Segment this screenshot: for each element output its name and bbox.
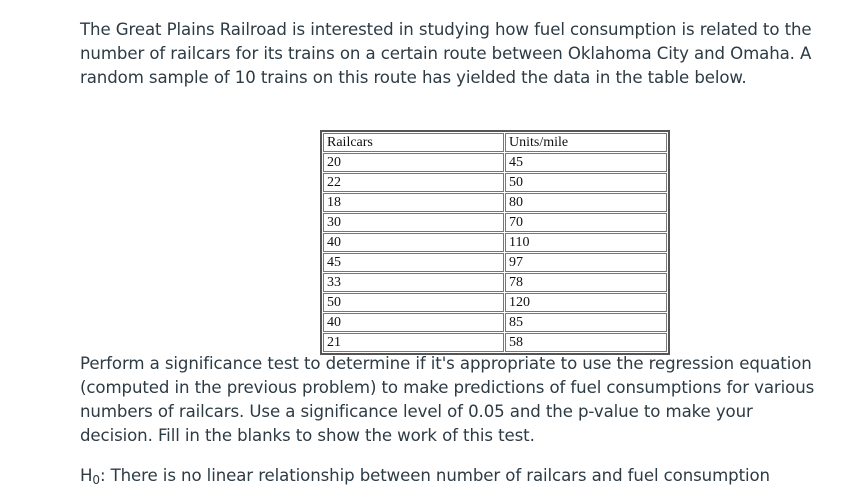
cell-railcars: 21 — [323, 333, 504, 352]
cell-railcars: 50 — [323, 293, 504, 312]
cell-railcars: 20 — [323, 153, 504, 172]
cell-units-per-mile: 80 — [505, 193, 667, 212]
data-table — [320, 130, 670, 355]
hypothesis-text: : There is no linear relationship between number of railcars and fuel consumption — [99, 466, 770, 485]
cell-units-per-mile: 45 — [505, 153, 667, 172]
cell-railcars: 33 — [323, 273, 504, 292]
cell-railcars: 22 — [323, 173, 504, 192]
cell-railcars: 40 — [323, 313, 504, 332]
header-railcars: Railcars — [323, 133, 504, 152]
table-row — [323, 173, 667, 192]
hypothesis-subscript: 0 — [92, 473, 100, 487]
cell-units-per-mile: 70 — [505, 213, 667, 232]
cell-units-per-mile: 97 — [505, 253, 667, 272]
problem-intro: The Great Plains Railroad is interested in studying how fuel consumption is related to the number of railcars for its trains on a certain route between Oklahoma City and Omaha. A random sample of 10 trains on this route has yielded the data in the table below. — [80, 20, 812, 87]
cell-railcars: 45 — [323, 253, 504, 272]
table-row — [323, 273, 667, 292]
cell-railcars: 18 — [323, 193, 504, 212]
table-row — [323, 153, 667, 172]
cell-units-per-mile: 50 — [505, 173, 667, 192]
null-hypothesis — [80, 464, 820, 492]
table-row — [323, 333, 667, 352]
cell-railcars: 40 — [323, 233, 504, 252]
cell-railcars: 30 — [323, 213, 504, 232]
cell-units-per-mile: 58 — [505, 333, 667, 352]
problem-question: Perform a significance test to determine if it's appropriate to use the regression equation (computed in the previous problem) to make predictions of fuel consumptions for various numbers of railcars. Use a significance level of 0.05 and the p-value to make your decision. Fill in the blanks to show the work of this test. — [80, 354, 815, 445]
cell-units-per-mile: 120 — [505, 293, 667, 312]
cell-units-per-mile: 85 — [505, 313, 667, 332]
cell-units-per-mile: 110 — [505, 233, 667, 252]
table-row — [323, 293, 667, 312]
hypothesis-symbol: H — [80, 466, 93, 485]
header-units-per-mile: Units/mile — [505, 133, 667, 152]
table-row — [323, 193, 667, 212]
table-row — [323, 313, 667, 332]
table-header-row — [323, 133, 667, 152]
table-row — [323, 213, 667, 232]
cell-units-per-mile: 78 — [505, 273, 667, 292]
table-row — [323, 233, 667, 252]
table-row — [323, 253, 667, 272]
